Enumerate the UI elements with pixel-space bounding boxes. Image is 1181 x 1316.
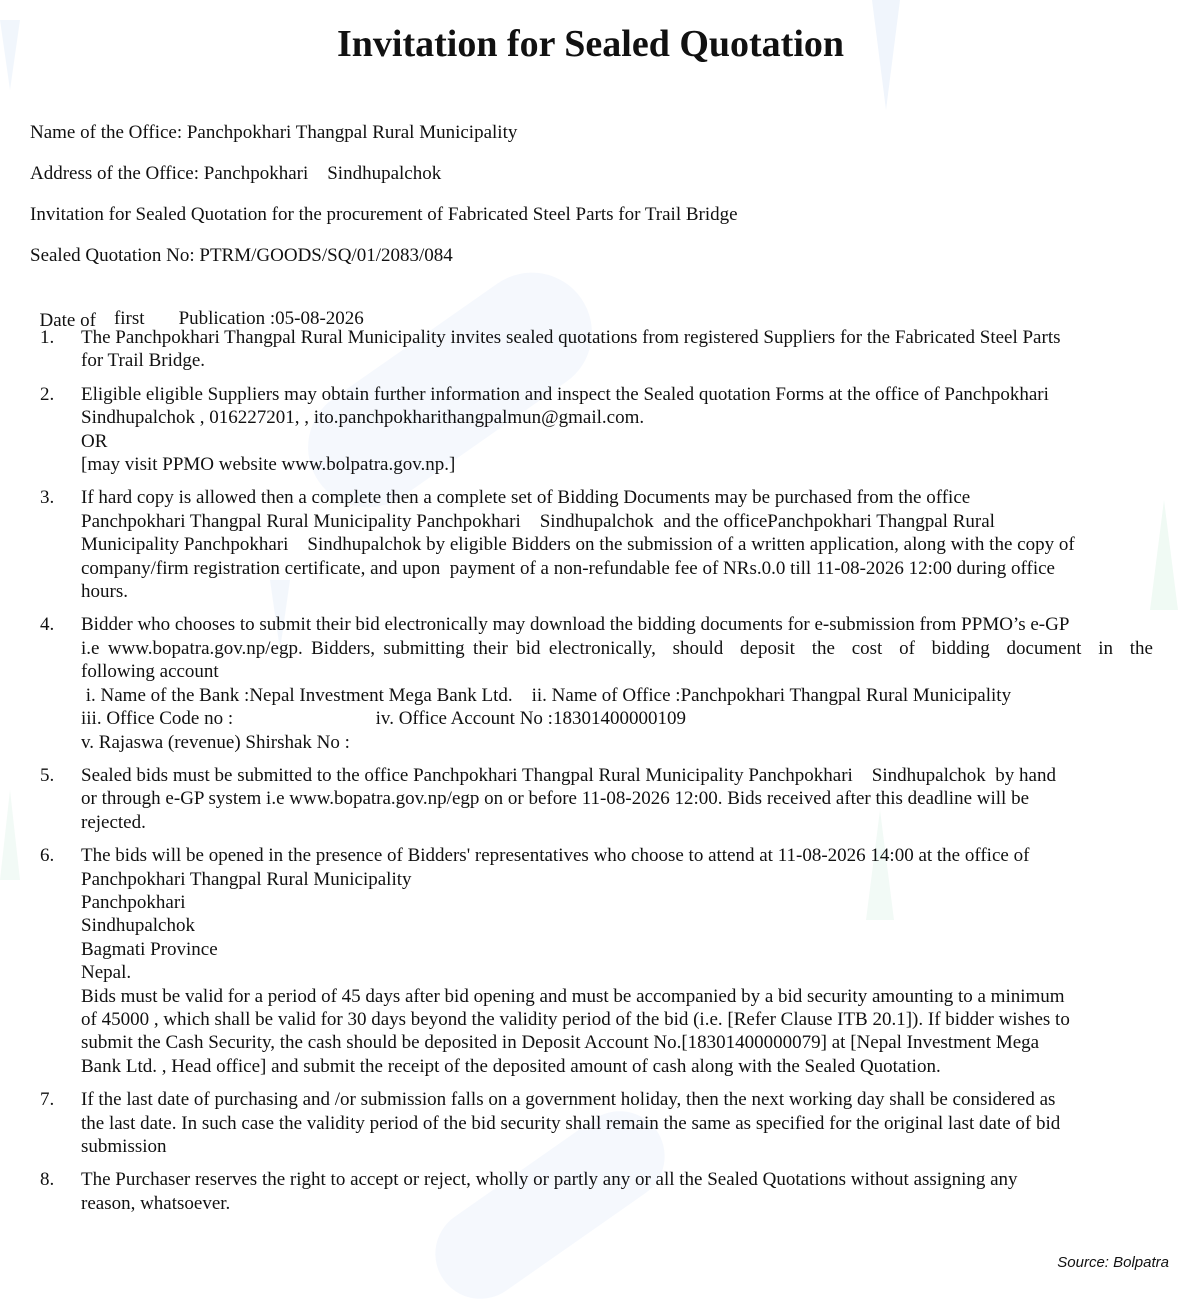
clause-number: 4. (40, 614, 55, 636)
clause-number: 1. (40, 327, 55, 348)
clause-line: of 45000 , which shall be valid for 30 days beyond the validity period of the bid (i.e. [Refer Clause ITB 20.1]). If bidder wishes to (81, 1008, 1070, 1030)
clause-text (81, 764, 1153, 834)
clause-line: Sindhupalchok , 016227201, , ito.panchpokharithangpalmun@gmail.com. (81, 407, 645, 429)
clause-line: If the last date of purchasing and /or submission falls on a government holiday, then the next working day shall be considered as (81, 1089, 1056, 1111)
clause-line: i.e www.bopatra.gov.np/egp. Bidders, submitting their bid electronically, should deposit the cost of bidding document in the (81, 637, 1153, 659)
clause-list (0, 326, 1181, 1215)
date-label-b: first (113, 308, 145, 329)
clause-line: i. Name of the Bank :Nepal Investment Mega Bank Ltd. ii. Name of Office :Panchpokhari Thangpal Rural Municipality (81, 684, 1012, 706)
clause-line: v. Rajaswa (revenue) Shirshak No : (81, 731, 350, 753)
page-title: Invitation for Sealed Quotation (336, 23, 845, 65)
quotation-number: Sealed Quotation No: PTRM/GOODS/SQ/01/2083/084 (30, 245, 453, 266)
clause-number: 8. (40, 1169, 55, 1191)
clause-item (0, 326, 1181, 373)
clause-line: hours. (81, 581, 128, 603)
clause-line: Panchpokhari Thangpal Rural Municipality (81, 868, 412, 890)
clause-text (81, 326, 1153, 373)
clause-line: [may visit PPMO website www.bolpatra.gov.np.] (81, 454, 456, 476)
clause-text (81, 613, 1153, 753)
clause-line: or through e-GP system i.e www.bopatra.gov.np/egp on or before 11-08-2026 12:00. Bids received after this deadline will be (81, 788, 1030, 810)
clause-text (81, 844, 1153, 1078)
clause-line: submit the Cash Security, the cash should be deposited in Deposit Account No.[18301400000079] at [Nepal Investment Mega (81, 1032, 1040, 1054)
invitation-line: Invitation for Sealed Quotation for the procurement of Fabricated Steel Parts for Trail Bridge (30, 204, 738, 225)
clause-line: Panchpokhari (81, 891, 186, 913)
office-name: Name of the Office: Panchpokhari Thangpal Rural Municipality (30, 122, 518, 143)
clause-line: the last date. In such case the validity period of the bid security shall remain the same as specified for the original last date of bid (81, 1112, 1061, 1134)
clause-item (0, 383, 1181, 477)
clause-line: The Panchpokhari Thangpal Rural Municipality invites sealed quotations from registered Suppliers for the Fabricated Steel Parts (81, 327, 1061, 348)
clause-number: 6. (40, 845, 55, 867)
clause-line: Bank Ltd. , Head office] and submit the receipt of the deposited amount of cash along with the Sealed Quotation. (81, 1055, 941, 1077)
clause-number: 3. (40, 487, 55, 509)
clause-item (0, 1088, 1181, 1158)
clause-item (0, 1168, 1181, 1215)
clause-line: rejected. (81, 811, 146, 833)
clause-text (81, 383, 1153, 477)
clause-text (81, 486, 1153, 603)
clause-line: If hard copy is allowed then a complete then a complete set of Bidding Documents may be purchased from the office (81, 487, 971, 509)
clause-line: for Trail Bridge. (81, 350, 206, 372)
clause-line: iii. Office Code no : iv. Office Account No :18301400000109 (81, 708, 686, 730)
clause-number: 2. (40, 383, 55, 405)
clause-item (0, 486, 1181, 603)
clause-text (81, 1168, 1153, 1215)
date-label-c: Publication : (178, 308, 276, 329)
clause-text (81, 1088, 1153, 1158)
clause-item (0, 613, 1181, 753)
clause-line: submission (81, 1136, 167, 1157)
clause-line: Sealed bids must be submitted to the office Panchpokhari Thangpal Rural Municipality Panchpokhari Sindhupalchok by hand (81, 764, 1056, 786)
clause-number: 5. (40, 764, 55, 786)
clause-line: The bids will be opened in the presence of Bidders' representatives who choose to attend at 11-08-2026 14:00 at the office of (81, 845, 1030, 867)
clause-line: Bids must be valid for a period of 45 days after bid opening and must be accompanied by a bid security amounting to a minimum (81, 985, 1065, 1007)
source-credit: Source: Bolpatra (1057, 1254, 1169, 1271)
clause-line: The Purchaser reserves the right to accept or reject, wholly or partly any or all the Sealed Quotations without assigning any (81, 1169, 1018, 1191)
clause-line: Sindhupalchok (81, 915, 195, 937)
clause-line: reason, whatsoever. (81, 1192, 231, 1214)
clause-line: Bagmati Province (81, 938, 218, 960)
clause-item (0, 764, 1181, 834)
clause-line: OR (81, 430, 108, 452)
date-label-a: Date of (39, 310, 96, 331)
clause-line: Panchpokhari Thangpal Rural Municipality Panchpokhari Sindhupalchok and the officePanchpokhari Thangpal Rural (81, 510, 995, 532)
clause-line: Eligible eligible Suppliers may obtain further information and inspect the Sealed quotation Forms at the office of Panchpokhari (81, 383, 1049, 405)
publication-date (30, 283, 364, 331)
clause-line: Nepal. (81, 962, 132, 984)
clause-line: company/firm registration certificate, and upon payment of a non-refundable fee of NRs.0.0 till 11-08-2026 12:00 during office (81, 557, 1055, 579)
clause-number: 7. (40, 1089, 55, 1111)
clause-line: following account (81, 661, 219, 683)
clause-item (0, 844, 1181, 1078)
office-address: Address of the Office: Panchpokhari Sindhupalchok (30, 163, 442, 184)
clause-line: Bidder who chooses to submit their bid electronically may download the bidding documents for e-submission from PPMO’s e-GP (81, 614, 1070, 636)
clause-line: Municipality Panchpokhari Sindhupalchok by eligible Bidders on the submission of a written application, along with the copy of (81, 534, 1075, 556)
date-value: 05-08-2026 (275, 308, 364, 329)
